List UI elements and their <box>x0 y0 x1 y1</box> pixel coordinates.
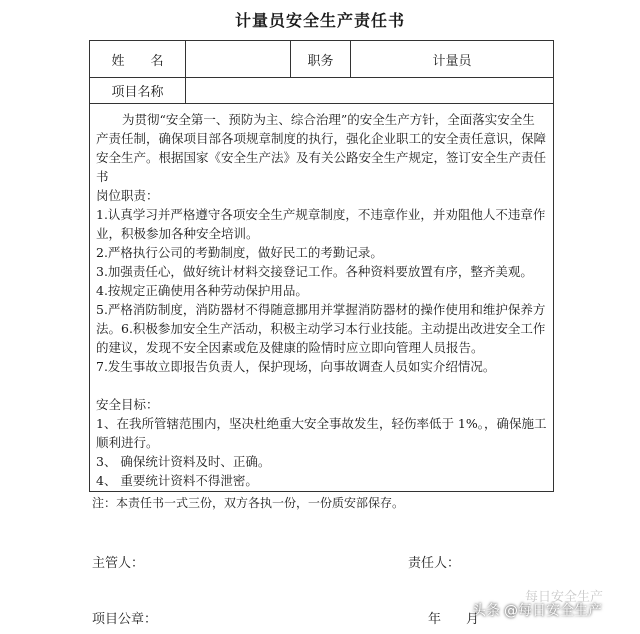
responsibility-form <box>89 40 554 492</box>
duty-item: 3.加强责任心，做好统计材料交接登记工作。各种资料要放置有序，整齐美观。 <box>96 264 533 279</box>
duties-heading: 岗位职责： <box>96 188 159 203</box>
supervisor-signature-label: 主管人： <box>92 556 145 571</box>
form-row-project <box>90 78 553 104</box>
responsible-signature-label: 责任人： <box>408 556 461 571</box>
goals-heading: 安全目标： <box>96 397 159 412</box>
platform-watermark <box>472 600 602 620</box>
date-year-label: 年 <box>428 612 442 627</box>
duty-item: 5.严格消防制度，消防器材不得随意挪用并掌握消防器材的操作使用和维护保养方法。6.积极参加安全生产活动，积极主动学习本行业技能。主动提出改进安全工作的建议，发现不安全因素或危及健康的险情时应立即向管理人员报告。 <box>96 302 546 355</box>
form-body <box>90 104 553 492</box>
position-label: 职务 <box>290 41 350 77</box>
copies-note: 注：本责任书一式三份，双方各执一份，一份质安部保存。 <box>92 496 405 510</box>
watermark-prefix: 头条 <box>472 603 500 619</box>
faint-watermark-text: 每日安全生产 <box>525 590 604 605</box>
project-seal-label: 项目公章： <box>92 612 158 627</box>
intro-paragraph: 为贯彻“安全第一、预防为主、综合治理”的安全生产方针，全面落实安全生产责任制，确保项目部各项规章制度的执行，强化企业职工的安全责任意识，保障安全生产。根据国家《安全生产法》及有关公路安全生产规定，签订安全生产责任书 <box>96 112 547 184</box>
form-row-name <box>90 41 553 78</box>
position-value: 计量员 <box>350 41 553 77</box>
duty-item: 4.按规定正确使用各种劳动保护用品。 <box>96 283 308 298</box>
project-label: 项目名称 <box>111 85 164 100</box>
duty-item: 1.认真学习并严格遵守各项安全生产规章制度，不违章作业，并劝阻他人不违章作业，积极参加各种安全培训。 <box>96 207 546 241</box>
spacer <box>96 376 547 395</box>
name-label: 姓 名 <box>111 53 164 69</box>
goal-item: 4、 重要统计资料不得泄密。 <box>96 473 258 488</box>
date-month-label: 月 <box>466 612 480 627</box>
duty-item: 2.严格执行公司的考勤制度，做好民工的考勤记录。 <box>96 245 383 260</box>
project-value <box>185 78 553 103</box>
watermark-account: @每日安全生产 <box>504 603 602 619</box>
document-title: 计量员安全生产责任书 <box>234 11 405 30</box>
duty-item: 7.发生事故立即报告负责人，保护现场，向事故调查人员如实介绍情况。 <box>96 359 496 374</box>
name-value <box>185 41 290 77</box>
goal-item: 1、在我所管辖范围内，坚决杜绝重大安全事故发生，轻伤率低于 1%。，确保施工顺利进行。 <box>96 416 547 450</box>
goal-item: 3、 确保统计资料及时、正确。 <box>96 454 271 469</box>
